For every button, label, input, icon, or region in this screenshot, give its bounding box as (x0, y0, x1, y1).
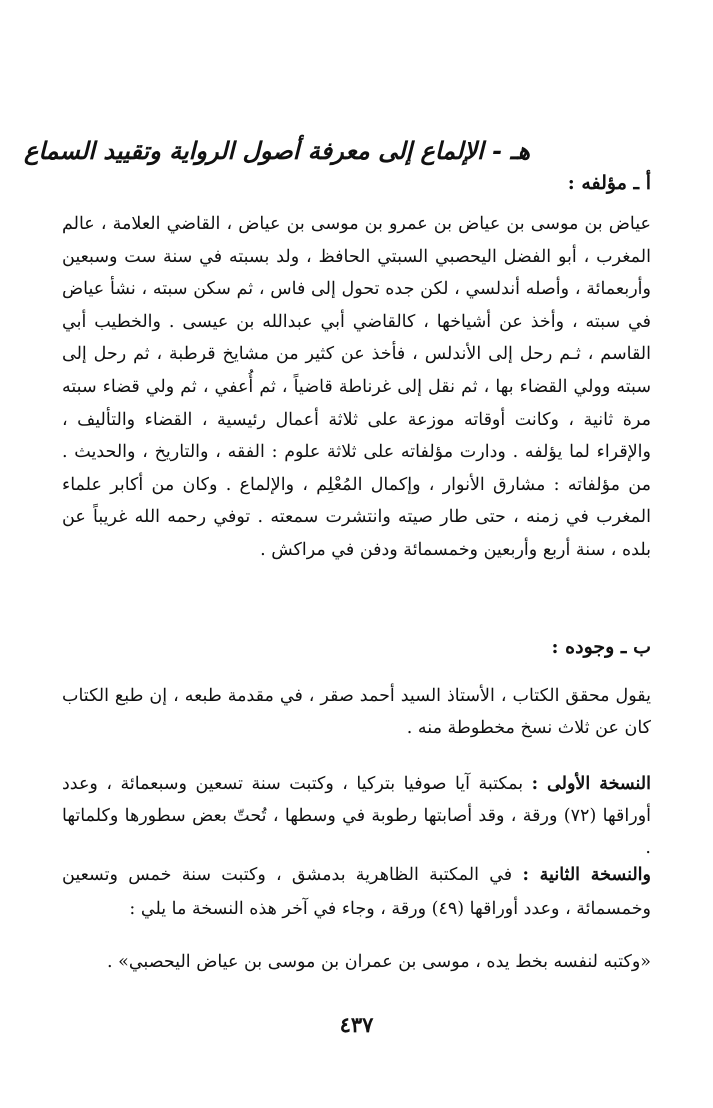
first-copy-text: بمكتبة آيا صوفيا بتركيا ، وكتبت سنة تسعين وسبعمائة ، وعدد أوراقها (٧٢) ورقة ، وقد أصابتها رطوبة في وسطها ، تُحتّ بعض سطورها وكلماتها . (62, 774, 652, 858)
heading-author: أ ـ مؤلفه : (567, 172, 651, 194)
section-title: هـ - الإلماع إلى معرفة أصول الرواية وتقييد السماع (24, 136, 530, 165)
first-copy-label: النسخة الأولى : (531, 774, 651, 794)
second-copy-label: والنسخة الثانية : (522, 865, 651, 885)
second-copy-text: في المكتبة الظاهرية بدمشق ، وكتبت سنة خمس وتسعين وخمسمائة ، وعدد أوراقها (٤٩) ورقة ، وجاء في آخر هذه النسخة ما يلي : (62, 865, 651, 919)
first-copy-paragraph (62, 768, 651, 864)
second-copy-paragraph (62, 858, 651, 926)
page-number: ٤٣٧ (339, 1012, 374, 1037)
colophon-quote: «وكتبه لنفسه بخط يده ، موسى بن عمران بن موسى بن عياض اليحصبي» . (107, 952, 651, 972)
heading-existence: ب ـ وجوده : (551, 636, 651, 658)
author-biography-paragraph: عياض بن موسى بن عياض بن عمرو بن موسى بن عياض ، القاضي العلامة ، عالم المغرب ، أبو الفضل اليحصبي السبتي الحافظ ، ولد بسبته في سنة ست وسبعين وأربعمائة ، وأصله أندلسي ، لكن جده تحول إلى فاس ، ثم سكن سبته ، نشأ عياض في سبته ، وأخذ عن أشياخها ، كالقاضي أبي عبدالله بن عيسى . والخطيب أبي القاسم ، ثـم رحل إلى الأندلس ، فأخذ عن كثير من مشايخ قرطبة ، ثم رحل إلى سبته وولي القضاء بها ، ثم نقل إلى غرناطة قاضياً ، ثم أُعفي ، ثم ولي قضاء سبته مرة ثانية ، وكانت أوقاته موزعة على ثلاثة أعمال رئيسية ، القضاء والتأليف ، والإقراء لما يؤلفه . ودارت مؤلفاته على ثلاثة علوم : الفقه ، والتاريخ ، والحديث . من مؤلفاته : مشارق الأنوار ، وإكمال المُعْلِم ، والإلماع . وكان من أكابر علماء المغرب في زمنه ، حتى طار صيته وانتشرت سمعته . توفي رحمه الله غريباً عن بلده ، سنة أربع وأربعين وخمسمائة ودفن في مراكش . (62, 214, 651, 560)
editor-intro-paragraph: يقول محقق الكتاب ، الأستاذ السيد أحمد صقر ، في مقدمة طبعه ، إن طبع الكتاب كان عن ثلاث نسخ مخطوطة منه . (62, 686, 651, 738)
